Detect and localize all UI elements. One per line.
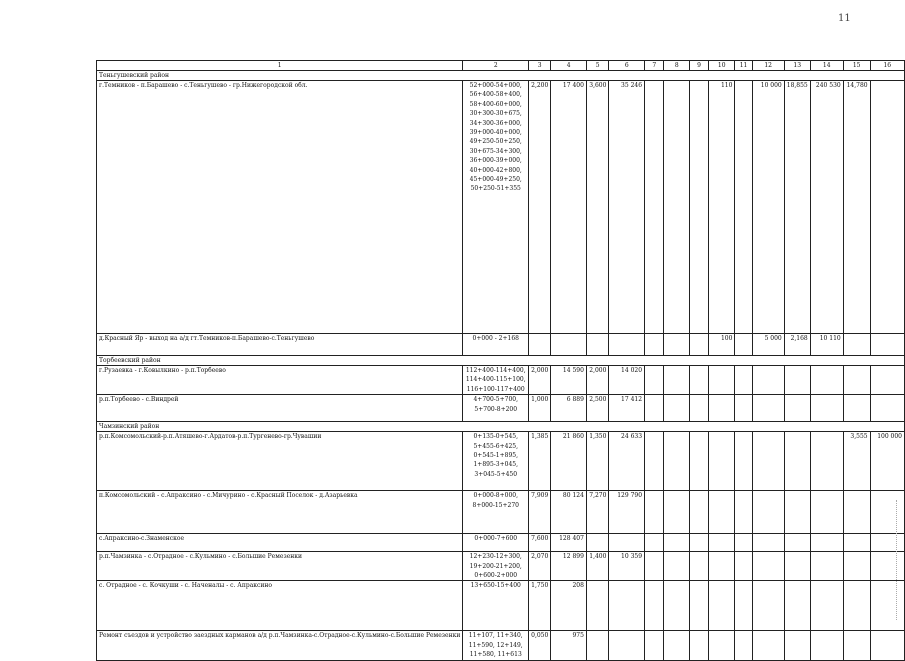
value-cell-c7 — [645, 581, 664, 631]
km-ranges-cell — [463, 552, 529, 581]
value-cell-c9 — [690, 395, 709, 422]
value-cell-c13 — [784, 534, 810, 552]
value-cell-c15 — [843, 366, 870, 395]
road-name-cell: с. Отрадное - с. Кочкуши - с. Наченалы - с. Апраксино — [97, 581, 463, 631]
roads-table — [96, 60, 905, 661]
value-cell-c5: 7,270 — [586, 491, 609, 534]
value-cell-c6 — [609, 534, 645, 552]
km-range: 0+135-0+545, — [473, 433, 518, 441]
km-ranges-cell — [463, 432, 529, 491]
value-cell-c14 — [810, 491, 843, 534]
value-cell-c10: 100 — [709, 334, 735, 356]
value-cell-c6: 10 359 — [609, 552, 645, 581]
km-range: 19+200-21+200, — [469, 562, 522, 570]
value-cell-c4: 128 407 — [551, 534, 587, 552]
value-cell-c12 — [752, 534, 784, 552]
value-cell-c10 — [709, 552, 735, 581]
road-name-cell: р.п.Торбеево - с.Виндрей — [97, 395, 463, 422]
value-cell-c13 — [784, 581, 810, 631]
value-cell-c14: 10 110 — [810, 334, 843, 356]
km-range: 3+045-5+450 — [474, 470, 518, 478]
km-range: 34+300-36+000, — [469, 119, 522, 127]
column-header: 12 — [752, 61, 784, 71]
table-row — [97, 334, 905, 356]
value-cell-c7 — [645, 81, 664, 334]
value-cell-c10 — [709, 432, 735, 491]
value-cell-c12 — [752, 432, 784, 491]
value-cell-c11 — [735, 631, 752, 660]
value-cell-c15 — [843, 552, 870, 581]
value-cell-c7 — [645, 334, 664, 356]
km-range: 45+000-49+250, — [469, 176, 522, 184]
value-cell-c8 — [664, 81, 690, 334]
value-cell-c14 — [810, 432, 843, 491]
km-range: 40+000-42+800, — [469, 166, 522, 174]
value-cell-c6: 35 246 — [609, 81, 645, 334]
km-range: 5+455-6+425, — [473, 442, 518, 450]
value-cell-c16 — [870, 81, 904, 334]
value-cell-c14 — [810, 631, 843, 660]
road-name-cell: р.п.Чамзинка - с.Отрадное - с.Кульмино - с.Большие Ремезенки — [97, 552, 463, 581]
value-cell-c6: 24 633 — [609, 432, 645, 491]
km-range: 8+000-15+270 — [472, 501, 519, 509]
value-cell-c5 — [586, 534, 609, 552]
value-cell-c12 — [752, 366, 784, 395]
value-cell-c10: 110 — [709, 81, 735, 334]
value-cell-c14 — [810, 552, 843, 581]
value-cell-c5: 1,350 — [586, 432, 609, 491]
page-number: 11 — [838, 13, 851, 24]
km-range: 39+000-40+000, — [469, 129, 522, 137]
value-cell-c16 — [870, 631, 904, 660]
value-cell-c16: 100 000 — [870, 432, 904, 491]
value-cell-c15: 14,780 — [843, 81, 870, 334]
value-cell-c10 — [709, 581, 735, 631]
km-range: 36+000-39+000, — [469, 157, 522, 165]
value-cell-c11 — [735, 81, 752, 334]
value-cell-c4: 975 — [551, 631, 587, 660]
km-range: 0+545-1+895, — [473, 452, 518, 460]
value-cell-c3: 2,200 — [529, 81, 551, 334]
value-cell-c11 — [735, 334, 752, 356]
road-name-cell: д.Красный Яр - выход на а/д гт.Темников-п.Барашево-с.Теньгушево — [97, 334, 463, 356]
value-cell-c7 — [645, 432, 664, 491]
column-header: 3 — [529, 61, 551, 71]
value-cell-c3 — [529, 334, 551, 356]
value-cell-c5 — [586, 334, 609, 356]
value-cell-c12: 10 000 — [752, 81, 784, 334]
value-cell-c4: 80 124 — [551, 491, 587, 534]
table-row — [97, 366, 905, 395]
value-cell-c13 — [784, 395, 810, 422]
column-header: 8 — [664, 61, 690, 71]
section-title: Торбеевский район — [97, 356, 905, 366]
value-cell-c11 — [735, 432, 752, 491]
value-cell-c7 — [645, 631, 664, 660]
column-header: 1 — [97, 61, 463, 71]
value-cell-c6 — [609, 334, 645, 356]
value-cell-c13 — [784, 366, 810, 395]
value-cell-c3: 1,000 — [529, 395, 551, 422]
km-range: 112+400-114+400, — [465, 367, 526, 374]
value-cell-c8 — [664, 334, 690, 356]
value-cell-c8 — [664, 552, 690, 581]
section-title: Чамзинский район — [97, 422, 905, 432]
value-cell-c15 — [843, 534, 870, 552]
km-ranges-cell — [463, 334, 529, 356]
km-range: 56+400-58+400, — [469, 91, 522, 99]
value-cell-c10 — [709, 631, 735, 660]
value-cell-c10 — [709, 395, 735, 422]
value-cell-c12: 5 000 — [752, 334, 784, 356]
km-range: 30+300-30+675, — [469, 110, 522, 118]
value-cell-c8 — [664, 631, 690, 660]
km-ranges-cell — [463, 631, 529, 660]
column-header: 4 — [551, 61, 587, 71]
value-cell-c16 — [870, 395, 904, 422]
column-header: 15 — [843, 61, 870, 71]
km-range: 11+590, 12+149, — [468, 641, 523, 649]
value-cell-c8 — [664, 581, 690, 631]
km-ranges-cell — [463, 395, 529, 422]
column-header: 2 — [463, 61, 529, 71]
km-range: 116+100-117+400 — [466, 385, 525, 393]
km-ranges-cell — [463, 366, 529, 395]
road-name-cell: р.п.Комсомольский-р.п.Атяшево-г.Ардатов-р.п.Тургенево-гр.Чувашии — [97, 432, 463, 491]
value-cell-c6 — [609, 631, 645, 660]
value-cell-c13: 18,855 — [784, 81, 810, 334]
value-cell-c15: 3,555 — [843, 432, 870, 491]
table-row — [97, 581, 905, 631]
value-cell-c15 — [843, 581, 870, 631]
column-header: 14 — [810, 61, 843, 71]
value-cell-c12 — [752, 552, 784, 581]
km-range: 12+230-12+300, — [469, 553, 522, 561]
value-cell-c4: 21 860 — [551, 432, 587, 491]
km-range: 52+000-54+000, — [469, 82, 522, 89]
column-number-row — [97, 61, 905, 71]
km-ranges-cell — [463, 534, 529, 552]
value-cell-c11 — [735, 366, 752, 395]
value-cell-c11 — [735, 552, 752, 581]
value-cell-c14 — [810, 534, 843, 552]
value-cell-c4 — [551, 334, 587, 356]
value-cell-c5: 1,400 — [586, 552, 609, 581]
value-cell-c5 — [586, 631, 609, 660]
value-cell-c13 — [784, 491, 810, 534]
column-header: 9 — [690, 61, 709, 71]
km-ranges-cell — [463, 581, 529, 631]
value-cell-c11 — [735, 491, 752, 534]
value-cell-c8 — [664, 491, 690, 534]
value-cell-c4: 208 — [551, 581, 587, 631]
column-header: 16 — [870, 61, 904, 71]
section-title: Теньгушевский район — [97, 71, 905, 81]
value-cell-c14 — [810, 581, 843, 631]
value-cell-c11 — [735, 395, 752, 422]
km-range: 49+250-50+250, — [469, 138, 522, 146]
km-range: 50+250-51+355 — [470, 185, 521, 193]
value-cell-c3: 2,000 — [529, 366, 551, 395]
value-cell-c16 — [870, 334, 904, 356]
section-row — [97, 356, 905, 366]
value-cell-c14 — [810, 366, 843, 395]
km-range: 11+107, 11+340, — [468, 632, 523, 640]
value-cell-c13 — [784, 631, 810, 660]
value-cell-c3: 7,600 — [529, 534, 551, 552]
column-header: 5 — [586, 61, 609, 71]
value-cell-c5: 3,600 — [586, 81, 609, 334]
value-cell-c11 — [735, 534, 752, 552]
value-cell-c8 — [664, 534, 690, 552]
value-cell-c10 — [709, 366, 735, 395]
value-cell-c12 — [752, 631, 784, 660]
value-cell-c9 — [690, 534, 709, 552]
section-row — [97, 422, 905, 432]
value-cell-c16 — [870, 366, 904, 395]
value-cell-c9 — [690, 581, 709, 631]
km-ranges-cell — [463, 81, 529, 334]
value-cell-c4: 17 400 — [551, 81, 587, 334]
column-header: 7 — [645, 61, 664, 71]
value-cell-c3: 1,750 — [529, 581, 551, 631]
value-cell-c3: 7,909 — [529, 491, 551, 534]
km-range: 0+600-2+000 — [474, 572, 518, 580]
km-range: 58+400-60+000, — [469, 100, 522, 108]
value-cell-c15 — [843, 491, 870, 534]
value-cell-c3: 0,050 — [529, 631, 551, 660]
value-cell-c10 — [709, 491, 735, 534]
value-cell-c7 — [645, 366, 664, 395]
value-cell-c3: 2,070 — [529, 552, 551, 581]
value-cell-c9 — [690, 81, 709, 334]
column-header: 11 — [735, 61, 752, 71]
value-cell-c12 — [752, 395, 784, 422]
value-cell-c5 — [586, 581, 609, 631]
value-cell-c14 — [810, 395, 843, 422]
value-cell-c6: 129 790 — [609, 491, 645, 534]
road-name-cell: с.Апраксино-с.Знаменское — [97, 534, 463, 552]
value-cell-c6: 14 020 — [609, 366, 645, 395]
value-cell-c12 — [752, 581, 784, 631]
road-name-cell: п.Комсомольский - с.Апраксино - с.Мичурино - с.Красный Поселок - д.Азарьевка — [97, 491, 463, 534]
value-cell-c11 — [735, 581, 752, 631]
table-row — [97, 552, 905, 581]
table-row — [97, 631, 905, 660]
km-range: 114+400-115+100, — [465, 376, 526, 384]
value-cell-c8 — [664, 395, 690, 422]
value-cell-c5: 2,000 — [586, 366, 609, 395]
km-range: 11+580, 11+613 — [469, 651, 522, 659]
scan-edge-mark — [896, 500, 900, 620]
table-row — [97, 395, 905, 422]
table-row — [97, 81, 905, 334]
value-cell-c15 — [843, 631, 870, 660]
km-range: 0+000 - 2+168 — [472, 335, 519, 342]
value-cell-c10 — [709, 534, 735, 552]
value-cell-c13 — [784, 552, 810, 581]
value-cell-c15 — [843, 334, 870, 356]
value-cell-c9 — [690, 491, 709, 534]
value-cell-c4: 6 889 — [551, 395, 587, 422]
value-cell-c9 — [690, 334, 709, 356]
value-cell-c14: 240 530 — [810, 81, 843, 334]
road-name-cell: Ремонт съездов и устройство заездных карманов а/д р.п.Чамзинка-с.Отрадное-с.Кульмино-с.Большие Ремезенки — [97, 631, 463, 660]
value-cell-c5: 2,500 — [586, 395, 609, 422]
value-cell-c9 — [690, 552, 709, 581]
value-cell-c4: 14 590 — [551, 366, 587, 395]
value-cell-c13 — [784, 432, 810, 491]
value-cell-c4: 12 899 — [551, 552, 587, 581]
value-cell-c7 — [645, 491, 664, 534]
value-cell-c13: 2,168 — [784, 334, 810, 356]
column-header: 10 — [709, 61, 735, 71]
value-cell-c8 — [664, 432, 690, 491]
value-cell-c8 — [664, 366, 690, 395]
column-header: 13 — [784, 61, 810, 71]
value-cell-c9 — [690, 631, 709, 660]
column-header: 6 — [609, 61, 645, 71]
value-cell-c7 — [645, 395, 664, 422]
section-row — [97, 71, 905, 81]
value-cell-c15 — [843, 395, 870, 422]
km-range: 0+000-8+000, — [473, 492, 518, 500]
km-range: 0+000-7+600 — [474, 535, 518, 543]
km-range: 5+700-8+200 — [474, 405, 518, 413]
road-name-cell: г.Рузаевка - г.Ковылкино - р.п.Торбеево — [97, 366, 463, 395]
value-cell-c9 — [690, 432, 709, 491]
table-row — [97, 491, 905, 534]
km-range: 1+895-3+045, — [473, 461, 518, 469]
table-body — [97, 71, 905, 661]
table-row — [97, 534, 905, 552]
km-range: 4+700-5+700, — [473, 396, 518, 404]
value-cell-c6 — [609, 581, 645, 631]
km-range: 13+650-15+400 — [470, 582, 521, 590]
value-cell-c7 — [645, 552, 664, 581]
table-row — [97, 432, 905, 491]
value-cell-c7 — [645, 534, 664, 552]
value-cell-c6: 17 412 — [609, 395, 645, 422]
value-cell-c12 — [752, 491, 784, 534]
road-name-cell: г.Темников - п.Барашево - с.Теньгушево - гр.Нижегородской обл. — [97, 81, 463, 334]
value-cell-c9 — [690, 366, 709, 395]
value-cell-c3: 1,385 — [529, 432, 551, 491]
km-ranges-cell — [463, 491, 529, 534]
km-range: 30+675-34+300, — [469, 147, 522, 155]
